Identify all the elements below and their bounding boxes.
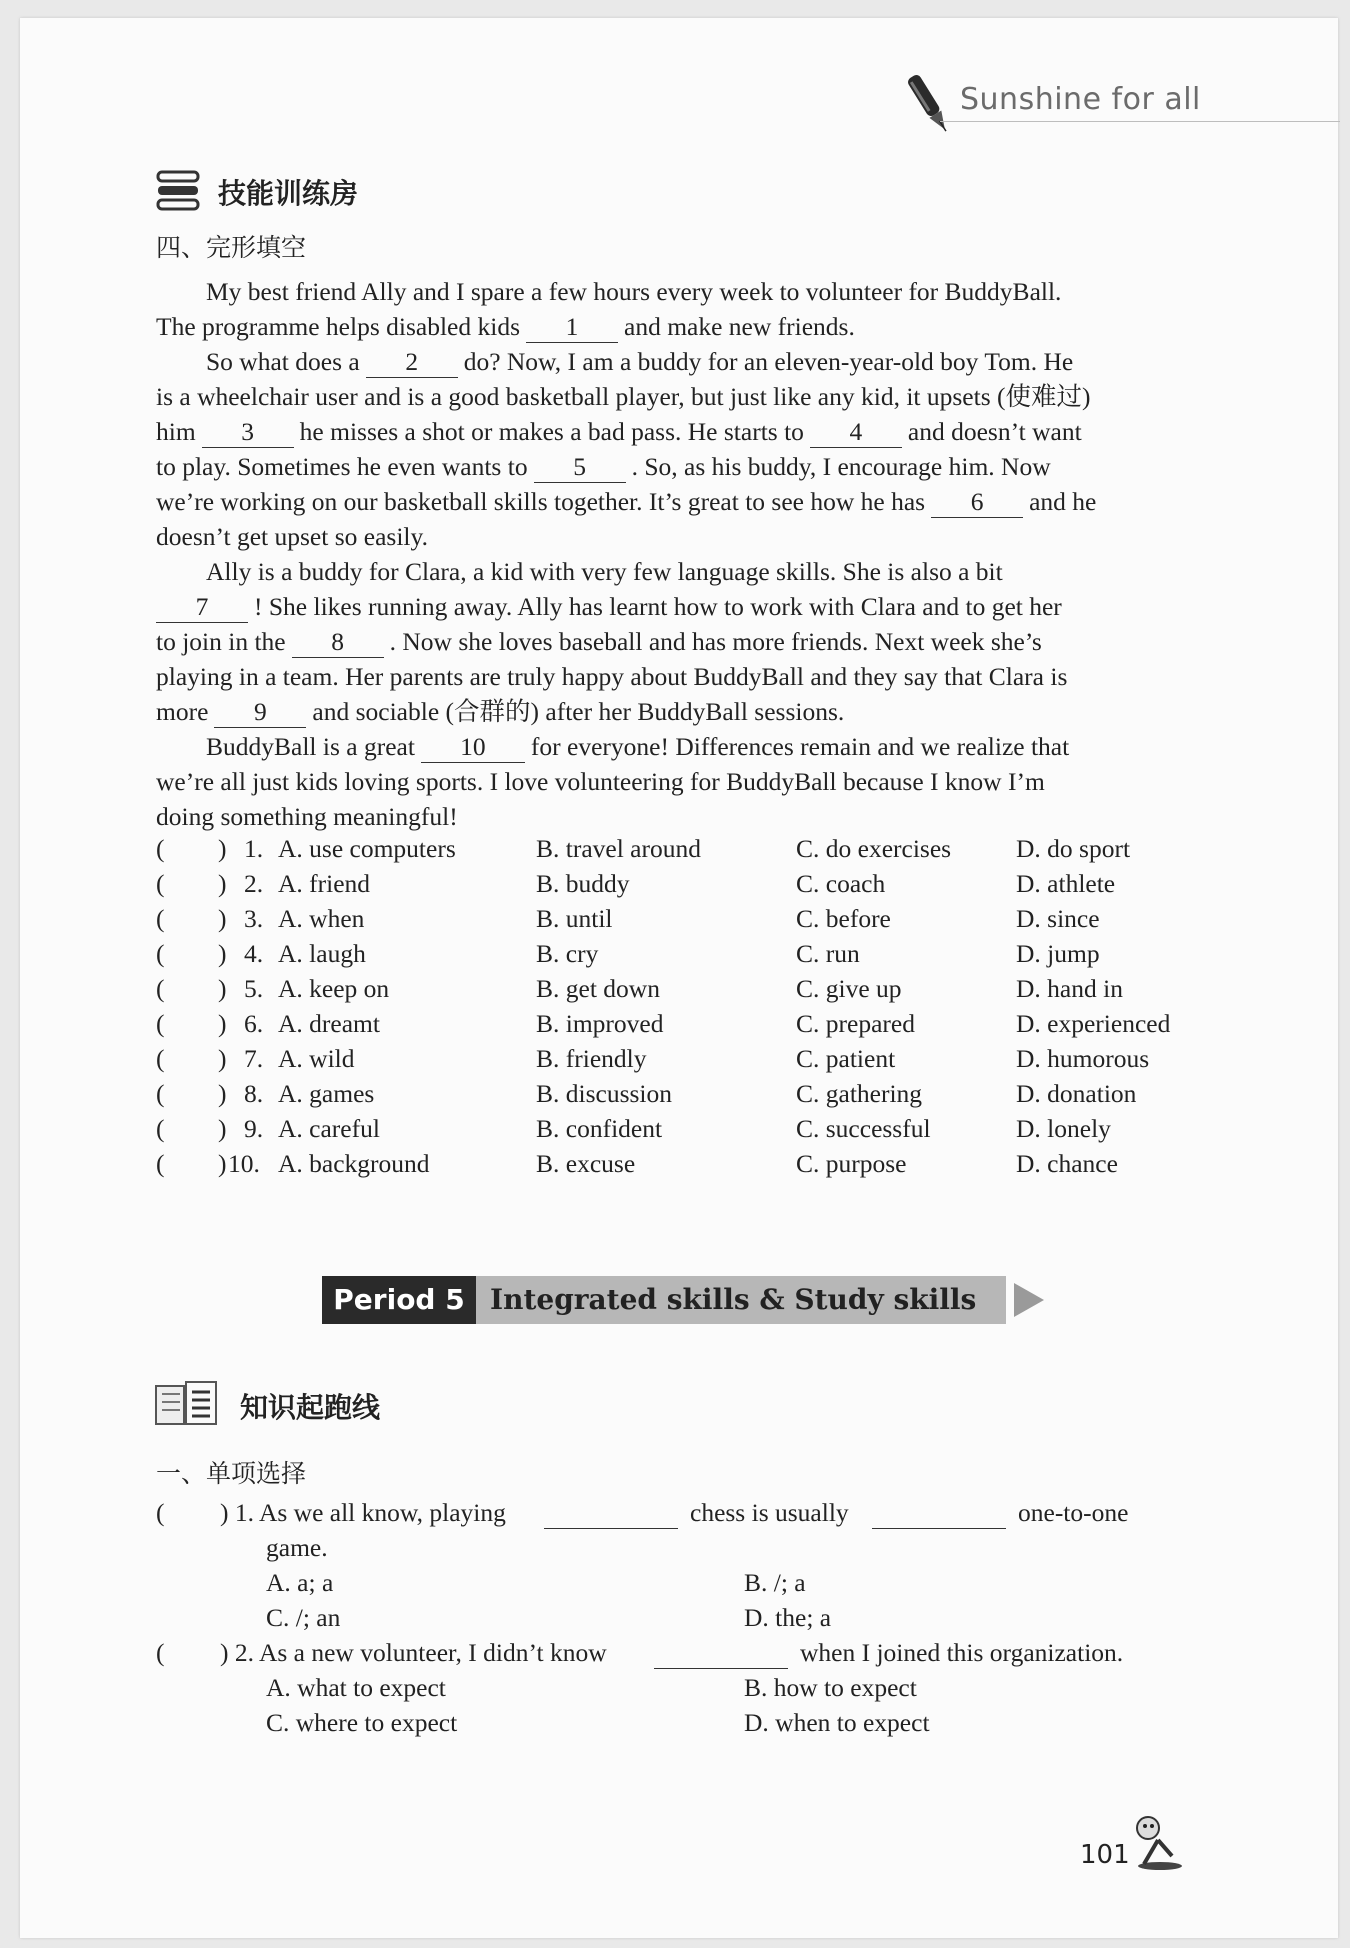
blank-1[interactable]: 1 xyxy=(526,312,618,343)
option-b[interactable]: B. until xyxy=(536,904,613,933)
q2-blank[interactable] xyxy=(654,1638,788,1669)
option-a[interactable]: A. background xyxy=(278,1149,430,1178)
passage-line: to join in the 8 . Now she loves baseball and has more friends. Next week she’s xyxy=(156,627,1042,656)
option-d[interactable]: D. experienced xyxy=(1016,1009,1171,1038)
answer-paren-open[interactable]: ( xyxy=(156,1149,165,1178)
passage-line: Ally is a buddy for Clara, a kid with very few language skills. She is also a bit xyxy=(206,557,1003,586)
answer-paren-open[interactable]: ( xyxy=(156,904,165,933)
option-row xyxy=(156,1044,1276,1079)
option-b[interactable]: B. cry xyxy=(536,939,599,968)
question-number: 8. xyxy=(244,1079,264,1108)
blank-5[interactable]: 5 xyxy=(534,452,626,483)
option-c[interactable]: C. patient xyxy=(796,1044,896,1073)
section-title-knowledge: 知识起跑线 xyxy=(240,1391,381,1424)
option-b[interactable]: B. buddy xyxy=(536,869,630,898)
option-row xyxy=(156,1114,1276,1149)
option-row xyxy=(156,939,1276,974)
question-number: 6. xyxy=(244,1009,264,1038)
cloze-subtitle: 四、完形填空 xyxy=(156,233,307,262)
passage-line: playing in a team. Her parents are truly happy about BuddyBall and they say that Clara is xyxy=(156,662,1068,691)
answer-paren-close: ) xyxy=(218,939,227,968)
option-b[interactable]: B. discussion xyxy=(536,1079,673,1108)
blank-10[interactable]: 10 xyxy=(421,732,525,763)
option-c[interactable]: C. give up xyxy=(796,974,902,1003)
option-d[interactable]: D. humorous xyxy=(1016,1044,1150,1073)
period-title: Integrated skills & Study skills xyxy=(476,1276,1006,1324)
option-b[interactable]: B. confident xyxy=(536,1114,663,1143)
q2-option-c[interactable]: C. where to expect xyxy=(266,1708,458,1737)
answer-paren-close: ) xyxy=(218,904,227,933)
option-a[interactable]: A. use computers xyxy=(278,834,456,863)
q1-option-d[interactable]: D. the; a xyxy=(744,1603,832,1632)
page-number: 101 xyxy=(1080,1840,1130,1870)
answer-paren-close: ) xyxy=(218,1044,227,1073)
passage-line: more 9 and sociable (合群的) after her BuddyBall sessions. xyxy=(156,697,845,726)
option-d[interactable]: D. since xyxy=(1016,904,1100,933)
answer-paren-close: ) xyxy=(218,1149,227,1178)
option-a[interactable]: A. keep on xyxy=(278,974,390,1003)
question-number: 1. xyxy=(244,834,264,863)
question-number: 9. xyxy=(244,1114,264,1143)
option-b[interactable]: B. excuse xyxy=(536,1149,636,1178)
pen-icon xyxy=(906,70,952,138)
option-row xyxy=(156,1079,1276,1114)
passage-line: we’re working on our basketball skills together. It’s great to see how he has 6 and he xyxy=(156,487,1097,516)
answer-paren-open[interactable]: ( xyxy=(156,1114,165,1143)
passage-line: to play. Sometimes he even wants to 5 . So, as his buddy, I encourage him. Now xyxy=(156,452,1051,481)
option-a[interactable]: A. dreamt xyxy=(278,1009,380,1038)
answer-paren-open[interactable]: ( xyxy=(156,1009,165,1038)
option-a[interactable]: A. wild xyxy=(278,1044,355,1073)
option-d[interactable]: D. chance xyxy=(1016,1149,1118,1178)
answer-paren-close: ) xyxy=(218,834,227,863)
period-label: Period 5 xyxy=(322,1276,476,1324)
option-d[interactable]: D. donation xyxy=(1016,1079,1137,1108)
option-c[interactable]: C. prepared xyxy=(796,1009,915,1038)
q1-blank-2[interactable] xyxy=(872,1498,1006,1529)
answer-paren-close: ) xyxy=(218,869,227,898)
option-d[interactable]: D. do sport xyxy=(1016,834,1131,863)
option-a[interactable]: A. friend xyxy=(278,869,371,898)
answer-paren[interactable]: ( xyxy=(156,1638,165,1667)
option-c[interactable]: C. coach xyxy=(796,869,886,898)
passage-line: we’re all just kids loving sports. I love volunteering for BuddyBall because I know I’m xyxy=(156,767,1045,796)
desk-lamp-icon xyxy=(1130,1812,1190,1872)
option-row xyxy=(156,869,1276,904)
option-d[interactable]: D. lonely xyxy=(1016,1114,1111,1143)
option-row xyxy=(156,974,1276,1009)
option-b[interactable]: B. get down xyxy=(536,974,660,1003)
option-a[interactable]: A. games xyxy=(278,1079,375,1108)
q1-option-b[interactable]: B. /; a xyxy=(744,1568,806,1597)
q2-option-b[interactable]: B. how to expect xyxy=(744,1673,917,1702)
option-d[interactable]: D. hand in xyxy=(1016,974,1123,1003)
option-a[interactable]: A. laugh xyxy=(278,939,366,968)
blank-4[interactable]: 4 xyxy=(810,417,902,448)
q2-option-d[interactable]: D. when to expect xyxy=(744,1708,930,1737)
blank-3[interactable]: 3 xyxy=(202,417,294,448)
q1-blank-1[interactable] xyxy=(544,1498,678,1529)
option-c[interactable]: C. before xyxy=(796,904,891,933)
answer-paren-close: ) xyxy=(218,1114,227,1143)
option-d[interactable]: D. athlete xyxy=(1016,869,1116,898)
answer-paren-open[interactable]: ( xyxy=(156,1079,165,1108)
option-a[interactable]: A. careful xyxy=(278,1114,380,1143)
question-number: 3. xyxy=(244,904,264,933)
q1-stem-cont: game. xyxy=(266,1533,328,1562)
book-icon xyxy=(154,1378,222,1428)
option-row xyxy=(156,834,1276,869)
passage-line: So what does a 2 do? Now, I am a buddy for an eleven-year-old boy Tom. He xyxy=(206,347,1074,376)
option-c[interactable]: C. purpose xyxy=(796,1149,907,1178)
question-number: 5. xyxy=(244,974,264,1003)
q1-option-a[interactable]: A. a; a xyxy=(266,1568,334,1597)
q2-option-a[interactable]: A. what to expect xyxy=(266,1673,446,1702)
answer-paren-open[interactable]: ( xyxy=(156,939,165,968)
arrow-right-icon xyxy=(1012,1281,1046,1319)
cloze-passage xyxy=(156,274,1196,834)
passage-line: doesn’t get upset so easily. xyxy=(156,522,428,551)
passage-line: BuddyBall is a great 10 for everyone! Differences remain and we realize that xyxy=(206,732,1070,761)
option-row xyxy=(156,904,1276,939)
answer-paren-open[interactable]: ( xyxy=(156,974,165,1003)
blank-6[interactable]: 6 xyxy=(931,487,1023,518)
section-title-skills: 技能训练房 xyxy=(218,177,359,210)
answer-paren[interactable]: ( xyxy=(156,1498,165,1527)
question-2: ( ) 2. As a new volunteer, I didn’t know when I joined this organization. xyxy=(156,1638,1124,1667)
q1-option-c[interactable]: C. /; an xyxy=(266,1603,341,1632)
answer-paren-close: ) xyxy=(218,1009,227,1038)
question-1: ( ) 1. As we all know, playing chess is usually one-to-one xyxy=(156,1498,1129,1527)
blank-2[interactable]: 2 xyxy=(366,347,458,378)
answer-paren-open[interactable]: ( xyxy=(156,869,165,898)
passage-line: 7 ! She likes running away. Ally has learnt how to work with Clara and to get her xyxy=(156,589,1196,624)
blank-7[interactable]: 7 xyxy=(156,592,248,623)
option-c[interactable]: C. gathering xyxy=(796,1079,923,1108)
header-rule xyxy=(940,121,1340,122)
answer-paren-close: ) xyxy=(218,974,227,1003)
option-row xyxy=(156,1009,1276,1044)
option-b[interactable]: B. travel around xyxy=(536,834,701,863)
answer-paren-close: ) xyxy=(218,1079,227,1108)
question-number: 2. xyxy=(244,869,264,898)
passage-line: My best friend Ally and I spare a few hours every week to volunteer for BuddyBall. xyxy=(206,277,1062,306)
answer-paren-open[interactable]: ( xyxy=(156,1044,165,1073)
question-number: 10. xyxy=(228,1149,260,1178)
option-b[interactable]: B. improved xyxy=(536,1009,664,1038)
blank-9[interactable]: 9 xyxy=(214,697,306,728)
passage-line: him 3 he misses a shot or makes a bad pass. He starts to 4 and doesn’t want xyxy=(156,417,1082,446)
question-number: 4. xyxy=(244,939,264,968)
brand-title: Sunshine for all xyxy=(960,82,1201,117)
choice-subtitle: 一、单项选择 xyxy=(156,1459,307,1488)
option-d[interactable]: D. jump xyxy=(1016,939,1100,968)
option-a[interactable]: A. when xyxy=(278,904,365,933)
blank-8[interactable]: 8 xyxy=(292,627,384,658)
option-row xyxy=(156,1149,1276,1184)
passage-line: is a wheelchair user and is a good basketball player, but just like any kid, it upsets (使难过) xyxy=(156,382,1091,411)
question-number: 7. xyxy=(244,1044,264,1073)
option-c[interactable]: C. successful xyxy=(796,1114,931,1143)
stack-icon xyxy=(156,168,202,214)
passage-line: doing something meaningful! xyxy=(156,802,458,831)
option-c[interactable]: C. do exercises xyxy=(796,834,952,863)
option-c[interactable]: C. run xyxy=(796,939,860,968)
option-b[interactable]: B. friendly xyxy=(536,1044,647,1073)
passage-line: The programme helps disabled kids 1 and make new friends. xyxy=(156,312,855,341)
answer-paren-open[interactable]: ( xyxy=(156,834,165,863)
